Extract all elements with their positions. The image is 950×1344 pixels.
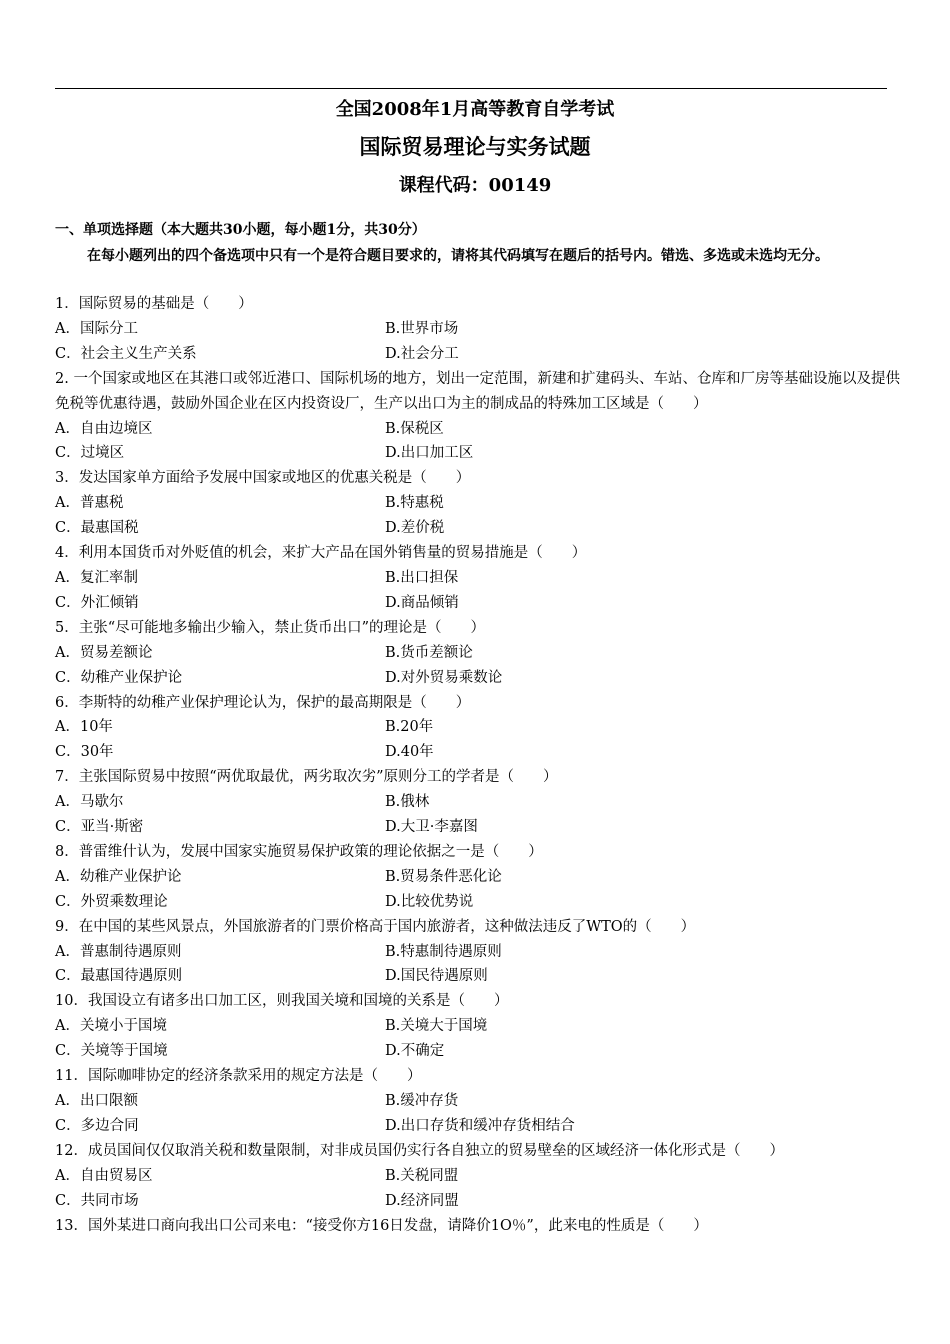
question-3 [55, 466, 900, 541]
option-c: C．30年 [55, 744, 114, 761]
option-b: B.出口担保 [385, 569, 459, 586]
question-12 [55, 1139, 900, 1214]
question-text: 9．在中国的某些风景点，外国旅游者的门票价格高于国内旅游者，这种做法违反了WTO的（ ） [55, 918, 696, 935]
option-c: C．最惠国待遇原则 [55, 968, 183, 985]
exam-title: 全国2008年1月高等教育自学考试 [335, 99, 615, 120]
option-d: D.经济同盟 [385, 1192, 459, 1209]
option-c: C．外汇倾销 [55, 594, 139, 611]
option-a: A．自由贸易区 [55, 1167, 153, 1184]
option-d: D.40年 [385, 744, 434, 761]
option-d: D.差价税 [385, 520, 445, 537]
question-7 [55, 765, 900, 840]
question-1 [55, 292, 900, 367]
option-d: D.社会分工 [385, 345, 459, 362]
section-title: 一、单项选择题（本大题共30小题，每小题1分，共30分） [55, 222, 426, 238]
option-b: B.世界市场 [385, 320, 459, 337]
question-text: 5．主张“尽可能地多输出少输入，禁止货币出口”的理论是（ ） [55, 619, 486, 636]
option-b: B.缓冲存货 [385, 1093, 459, 1109]
option-a: A．马歇尔 [55, 794, 124, 811]
option-d: D.出口存货和缓冲存货相结合 [385, 1117, 575, 1134]
question-text: 1．国际贸易的基础是（ ） [55, 296, 253, 312]
option-b: B.保税区 [385, 420, 444, 437]
option-b: B.特惠制待遇原则 [385, 943, 502, 960]
question-text: 11．国际咖啡协定的经济条款采用的规定方法是（ ） [55, 1068, 422, 1085]
option-d: D.国民待遇原则 [385, 968, 488, 985]
option-c: C．关境等于国境 [55, 1043, 168, 1060]
top-rule [55, 88, 887, 89]
section-instruction: 在每小题列出的四个备选项中只有一个是符合题目要求的，请将其代码填写在题后的括号内。错选、多选或未选均无分。 [87, 248, 829, 264]
question-list [55, 292, 900, 1238]
question-text: 12．成员国间仅仅取消关税和数量限制，对非成员国仍实行各自独立的贸易壁垒的区域经济一体化形式是（ ） [55, 1142, 784, 1159]
option-b: B.货币差额论 [385, 644, 473, 661]
option-c: C．多边合同 [55, 1117, 139, 1134]
option-d: D.商品倾销 [385, 594, 459, 611]
question-text: 13．国外某进口商向我出口公司来电：“接受你方16日发盘，请降价1O％”，此来电的性质是（ ） [55, 1217, 708, 1234]
option-a: A．普惠税 [55, 495, 124, 512]
option-b: B.俄林 [385, 794, 430, 811]
course-code: 课程代码：00149 [398, 175, 552, 196]
question-text: 2. 一个国家或地区在其港口或邻近港口、国际机场的地方，划出一定范围，新建和扩建码头、车站、仓库和厂房等基础设施以及提供免税等优惠待遇，鼓励外国企业在区内投资设厂，生产以出口为主的制成品的特殊加工区域是（ ） [55, 370, 900, 412]
question-4 [55, 541, 900, 616]
option-b: B.特惠税 [385, 495, 444, 512]
question-text: 7．主张国际贸易中按照“两优取最优，两劣取次劣”原则分工的学者是（ ） [55, 769, 558, 786]
question-8 [55, 840, 900, 915]
option-a: A．国际分工 [55, 320, 138, 337]
option-b: B.关境大于国境 [385, 1018, 488, 1035]
subject-title: 国际贸易理论与实务试题 [359, 134, 591, 159]
option-a: A．复汇率制 [55, 569, 138, 586]
option-a: A．普惠制待遇原则 [55, 943, 182, 960]
option-d: D.对外贸易乘数论 [385, 669, 503, 686]
option-c: C．幼稚产业保护论 [55, 669, 183, 686]
option-b: B.关税同盟 [385, 1167, 459, 1184]
option-a: A．幼稚产业保护论 [55, 868, 182, 885]
option-a: A．贸易差额论 [55, 644, 153, 661]
option-a: A．关境小于国境 [55, 1018, 167, 1035]
question-9 [55, 915, 900, 990]
option-d: D.不确定 [385, 1043, 445, 1060]
question-text: 4．利用本国货币对外贬值的机会，来扩大产品在国外销售量的贸易措施是（ ） [55, 545, 587, 562]
question-2 [55, 367, 900, 467]
option-c: C．社会主义生产关系 [55, 345, 197, 362]
question-6 [55, 691, 900, 766]
question-text: 10．我国设立有诸多出口加工区，则我国关境和国境的关系是（ ） [55, 993, 509, 1010]
question-text: 8．普雷维什认为，发展中国家实施贸易保护政策的理论依据之一是（ ） [55, 843, 543, 860]
option-c: C．亚当·斯密 [55, 819, 144, 836]
option-c: C．最惠国税 [55, 520, 139, 537]
question-text: 3．发达国家单方面给予发展中国家或地区的优惠关税是（ ） [55, 470, 471, 487]
option-a: A．10年 [55, 719, 113, 736]
question-10 [55, 989, 900, 1064]
question-11 [55, 1064, 900, 1139]
option-d: D.出口加工区 [385, 445, 474, 462]
option-c: C．过境区 [55, 445, 125, 462]
question-13 [55, 1214, 900, 1239]
question-text: 6．李斯特的幼稚产业保护理论认为，保护的最高期限是（ ） [55, 694, 471, 711]
option-a: A．出口限额 [55, 1093, 138, 1109]
option-d: D.比较优势说 [385, 893, 474, 910]
option-a: A．自由边境区 [55, 420, 153, 437]
option-b: B.贸易条件恶化论 [385, 868, 502, 885]
option-d: D.大卫·李嘉图 [385, 819, 478, 836]
option-c: C．外贸乘数理论 [55, 893, 168, 910]
question-5 [55, 616, 900, 691]
option-b: B.20年 [385, 719, 434, 736]
option-c: C．共同市场 [55, 1192, 139, 1209]
